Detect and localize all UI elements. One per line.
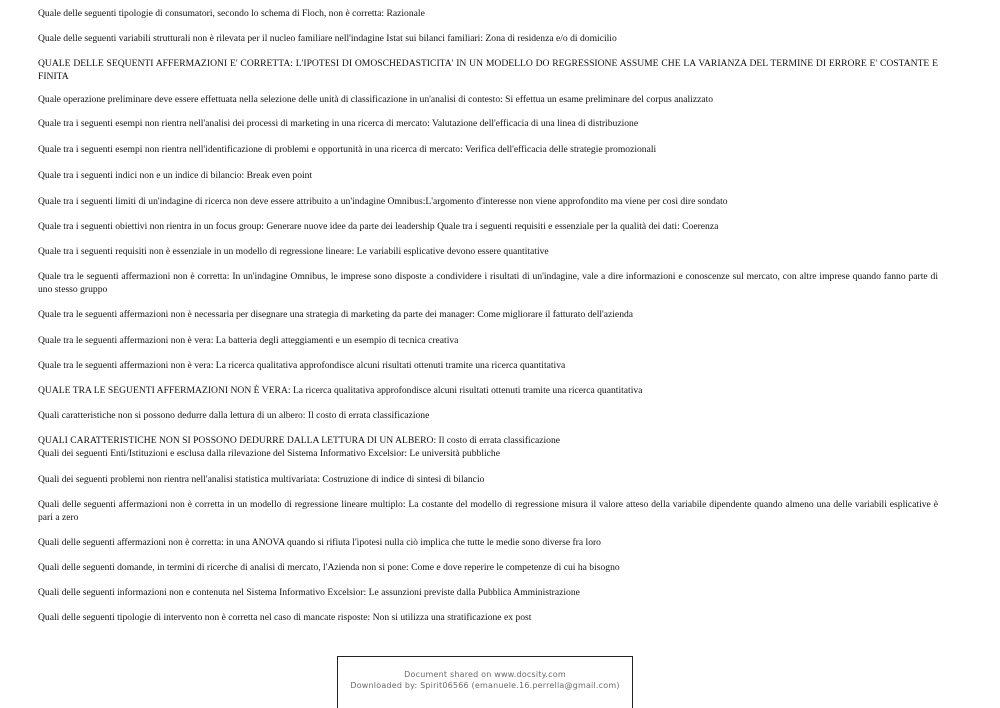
paragraph: Quale delle seguenti variabili strutturali non è rilevata per il nucleo familiare nell'indagine Istat sui bilanci familiari: Zona di residenza e/o di domicilio	[38, 33, 617, 44]
paragraph: Quale tra i seguenti esempi non rientra nell'identificazione di problemi e opportunità in una ricerca di mercato: Verifica dell'efficacia delle strategie promozionali	[38, 144, 657, 155]
footer-shared-text: Document shared on www.docsity.com	[404, 670, 566, 679]
paragraph: Quale tra le seguenti affermazioni non è corretta: In un'indagine Omnibus, le imprese sono disposte a condividere i risultati di un'indagine, vale a dire informazioni e conoscenze sul mercato, con altre imprese quando fanno parte di uno stesso gruppo	[38, 271, 938, 295]
paragraph: Quale tra i seguenti indici non e un indice di bilancio: Break even point	[38, 170, 313, 181]
paragraph: QUALI CARATTERISTICHE NON SI POSSONO DEDURRE DALLA LETTURA DI UN ALBERO: Il costo di errata classificazione	[38, 435, 561, 446]
paragraph: Quali delle seguenti domande, in termini di ricerche di analisi di mercato, l'Azienda non si pone: Come e dove reperire le competenze di cui ha bisogno	[38, 562, 620, 573]
footer-downloaded-text: Downloaded by: Spirit06566 (emanuele.16.perrella@gmail.com)	[350, 681, 620, 690]
paragraph: Quali dei seguenti Enti/Istituzioni e esclusa dalla rilevazione del Sistema Informativo Excelsior: Le università pubbliche	[38, 448, 500, 459]
paragraph: Quale tra i seguenti limiti di un'indagine di ricerca non deve essere attribuito a un'indagine Omnibus:L'argomento d'interesse non viene approfondito ma viene per così dire sondato	[38, 196, 728, 207]
paragraph: Quale delle seguenti tipologie di consumatori, secondo lo schema di Floch, non è corretta: Razionale	[38, 8, 425, 19]
paragraph: QUALE TRA LE SEGUENTI AFFERMAZIONI NON È VERA: La ricerca qualitativa approfondisce alcuni risultati ottenuti tramite una ricerca quantitativa	[38, 385, 643, 396]
paragraph: Quale operazione preliminare deve essere effettuata nella selezione delle unità di classificazione in un'analisi di contesto: Si effettua un esame preliminare del corpus analizzato	[38, 94, 714, 105]
paragraph: Quale tra i seguenti requisiti non è essenziale in un modello di regressione lineare: Le variabili esplicative devono essere quantitative	[38, 246, 549, 257]
paragraph: Quali delle seguenti informazioni non e contenuta nel Sistema Informativo Excelsior: Le assunzioni previste dalla Pubblica Amministrazione	[38, 587, 580, 598]
paragraph: Quali delle seguenti tipologie di intervento non è corretta nel caso di mancate risposte: Non si utilizza una stratificazione ex post	[38, 612, 532, 623]
document-body	[38, 7, 938, 624]
paragraph: Quali caratteristiche non si possono dedurre dalla lettura di un albero: Il costo di errata classificazione	[38, 410, 430, 421]
paragraph: Quale tra le seguenti affermazioni non è vera: La batteria degli atteggiamenti e un esempio di tecnica creativa	[38, 335, 459, 346]
paragraph: Quale tra le seguenti affermazioni non è vera: La ricerca qualitativa approfondisce alcuni risultati ottenuti tramite una ricerca quantitativa	[38, 360, 566, 371]
paragraph: Quale tra i seguenti obiettivi non rientra in un focus group: Generare nuove idee da parte dei leadership Quale tra i seguenti requisiti e essenziale per la qualità dei dati: Coerenza	[38, 221, 719, 232]
paragraph: Quale tra i seguenti esempi non rientra nell'analisi dei processi di marketing in una ricerca di mercato: Valutazione dell'efficacia di una linea di distribuzione	[38, 118, 639, 129]
paragraph: Quale tra le seguenti affermazioni non è necessaria per disegnare una strategia di marketing da parte dei manager: Come migliorare il fatturato dell'azienda	[38, 309, 634, 320]
paragraph: Quali dei seguenti problemi non rientra nell'analisi statistica multivariata: Costruzione di indice di sintesi di bilancio	[38, 474, 485, 485]
paragraph: Quali delle seguenti affermazioni non è corretta: in una ANOVA quando si rifiuta l'ipotesi nulla ciò implica che tutte le medie sono diverse fra loro	[38, 537, 601, 548]
paragraph: Quali delle seguenti affermazioni non è corretta in un modello di regressione lineare multiplo: La costante del modello di regressione misura il valore atteso della variabile dipendente quando almeno una delle variabili esplicative è pari a zero	[38, 499, 938, 523]
paragraph: QUALE DELLE SEQUENTI AFFERMAZIONI E' CORRETTA: L'IPOTESI DI OMOSCHEDASTICITA' IN UN MODELLO DO REGRESSIONE ASSUME CHE LA VARIANZA DEL TERMINE DI ERRORE E' COSTANTE E FINITA	[38, 58, 938, 82]
docsity-footer	[337, 656, 633, 708]
